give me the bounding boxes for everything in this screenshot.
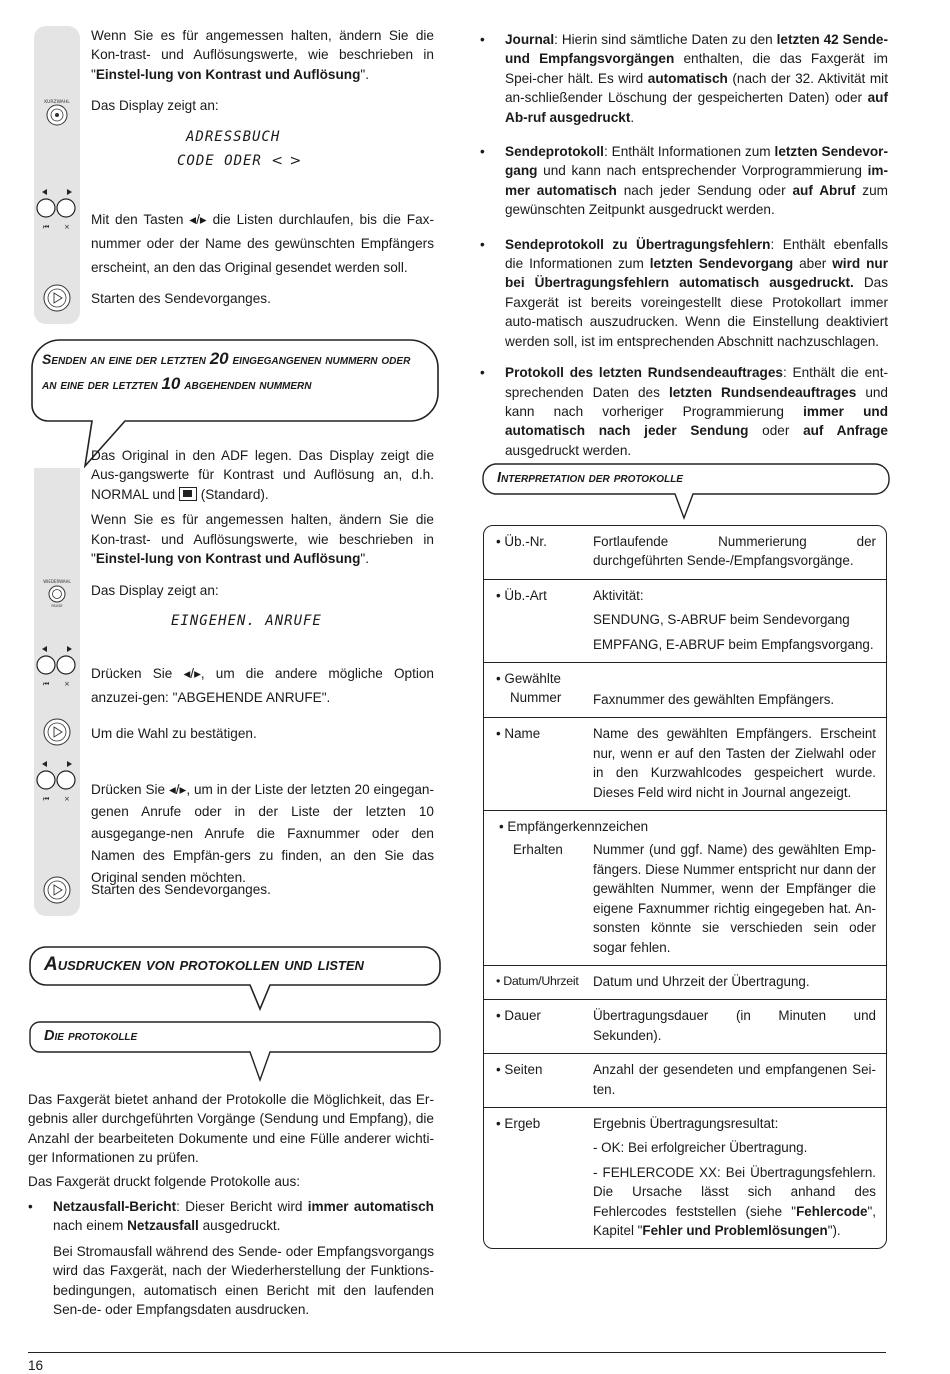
lcd-line-3: EINGEHEN. ANRUFE: [171, 612, 322, 629]
bullet-dot: •: [480, 365, 485, 381]
table-row: [484, 526, 886, 579]
table-row: [484, 1107, 886, 1248]
step-band-1: [34, 26, 80, 324]
b2-title: Sendeprotokoll: [505, 144, 604, 160]
table-row: [484, 579, 886, 662]
row-key-text: Seiten: [504, 1062, 543, 1078]
bullet-power-failure: [28, 1197, 434, 1319]
error-text-e: ").: [827, 1222, 841, 1238]
adf-paragraph: [91, 446, 434, 504]
bullet-power-t3: ausgedruckt.: [198, 1218, 281, 1234]
row-key-text: Datum/Uhrzeit: [503, 973, 579, 988]
b4-t3: oder: [748, 423, 804, 439]
b1-t1: : Hierin sind sämtliche Daten zu den: [554, 32, 777, 47]
interp-heading: Interpretation der protokolle: [497, 470, 683, 486]
step-adf: [91, 446, 434, 629]
row-body: [496, 840, 876, 956]
b1-b1: letzten 42 Sende- und Empfangsvorgängen: [505, 32, 888, 67]
callout-1-part-b: eingegangenen nummern oder an eine der letzten: [42, 351, 411, 392]
b3-b1: letzten Sendevorgang: [649, 256, 794, 272]
right-column: [480, 30, 888, 460]
row-key-text: Üb.-Art: [504, 587, 547, 603]
b3-t3: Das Faxgerät ist bereits voreingestellt diese Protokollart immer auto-matisch auszudrucken. Wenn die Einstellung deaktiviert werden soll, ist im entsprechenden Abschnitt nachzuschlagen.: [505, 275, 889, 349]
callout-1-part-a: Senden an eine der letzten: [42, 351, 210, 367]
row-key: • Empfängerkennzeichen: [499, 819, 649, 835]
fine-resolution-icon: [179, 487, 197, 501]
step-confirm-text: Um die Wahl zu bestätigen.: [91, 726, 257, 741]
b3-t2: aber: [793, 256, 833, 272]
table-row: [484, 662, 886, 717]
row-value: [593, 586, 876, 654]
step-scroll-text: Mit den Tasten ◂/▸ die Listen durchlaufen, bis die Fax-nummer oder der Name des gewünschten Empfängers erscheint, an den das Original gesendet werden soll.: [91, 212, 434, 275]
step-start-text-2: Starten des Sendevorganges.: [91, 882, 271, 897]
row-value: Anzahl der gesendeten und empfangenen Sei-ten.: [593, 1062, 876, 1097]
page-number: 16: [28, 1358, 44, 1373]
b1-t3: (nach der 32. Aktivität mit an-schließender Löschung der gespeicherten Daten) oder: [505, 70, 888, 106]
row-value-line: - OK: Bei erfolgreicher Übertragung.: [593, 1140, 808, 1156]
lcd-line-2-text: CODE ODER: [177, 152, 262, 169]
row-key: • Datum/Uhrzeit: [496, 973, 579, 988]
b4-t2: und kann nach vorheriger Programmierung: [505, 384, 888, 419]
b2-t4: zum gewünschten Zeitpunkt ausgedruckt werden.: [505, 182, 888, 218]
callout-1-num-2: 10: [161, 374, 181, 393]
display-label-1: Das Display zeigt an:: [91, 98, 219, 114]
b3-b2: wird nur bei Übertragungsfehlern automatisch ausgedruckt.: [505, 256, 889, 291]
svg-text:KURZWAHL: KURZWAHL: [44, 100, 70, 105]
b4-t1: : Enthält die ent-sprechenden Daten des: [505, 365, 889, 400]
b2-t3: nach jeder Sendung oder: [616, 182, 793, 198]
start-icon-3: [41, 874, 73, 906]
contrast-link: Einstel-lung von Kontrast und Auflösung: [95, 66, 361, 82]
row-key-text-2: Erhalten: [513, 842, 563, 858]
error-text-a: - FEHLERCODE XX: Bei Übertragungsfehlern. Die Ursache lässt sich anhand des Fehlercodes feststellen (siehe ": [593, 1164, 876, 1219]
row-value: Übertragungsdauer (in Minuten und Sekunden).: [593, 1008, 876, 1043]
b1-title: Journal: [505, 32, 555, 47]
row-value: Fortlaufende Nummerierung der durchgeführten Sende-/Empfangsvorgänge.: [593, 534, 876, 569]
bullet-dot: •: [480, 236, 485, 252]
lcd-line-1: ADRESSBUCH: [186, 128, 281, 145]
b2-t1: : Enthält Informationen zum: [603, 144, 775, 160]
step-band-2: [34, 468, 80, 916]
footer-rule: [28, 1352, 886, 1353]
bullet-power-title: Netzausfall-Bericht: [53, 1199, 177, 1215]
callout-heading-1: [42, 347, 422, 397]
bullet-broadcast-text: [505, 363, 888, 460]
step-contrast-1: [91, 26, 434, 169]
bullet-journal: [480, 30, 888, 127]
protocol-table: [483, 525, 887, 1249]
svg-text:PAUSE: PAUSE: [51, 604, 63, 608]
b1-b2: automatisch: [647, 70, 728, 86]
row-value: Nummer (und ggf. Name) des gewählten Emp-fängers. Diese Nummer entspricht nur dann der gewählten Nummer, wenn der Empfänger die eigene Faxnummer richtig eingegeben hat. An-sonsten könnte sie verschieden sein oder sogar fehlen.: [593, 842, 876, 955]
bullet-journal-text: [505, 30, 888, 127]
b4-b1: letzten Rundsendeauftrages: [668, 384, 857, 400]
row-key-text: Gewählte: [504, 671, 561, 687]
contrast-text-2: Wenn Sie es für angemessen halten, ändern Sie die Kon-trast- und Auflösungswerte, wie beschrieben in ": [91, 512, 434, 567]
row-value: Datum und Uhrzeit der Übertragung.: [593, 973, 810, 989]
table-row: [484, 810, 886, 965]
adf-text-end: (Standard).: [200, 486, 269, 502]
b1-t4: .: [630, 109, 635, 125]
intro-list-lead: Das Faxgerät druckt folgende Protokolle aus:: [28, 1173, 301, 1189]
arrow-keys-icon-3: [36, 760, 78, 804]
svg-text:⏮: ⏮: [43, 795, 50, 803]
adf-text: Das Original in den ADF legen. Das Display zeigt die Aus-gangswerte für Kontrast und Auflösung an, d.h. NORMAL und: [91, 448, 434, 502]
row-key-text: Üb.-Nr.: [504, 534, 547, 549]
speed-dial-icon: [41, 96, 73, 128]
bullet-send-report: [480, 142, 888, 220]
row-key: • Üb.-Art: [496, 587, 547, 603]
bullet-power-text: [53, 1197, 434, 1236]
svg-text:×: ×: [64, 795, 70, 803]
error-text-b: Fehlercode: [796, 1203, 868, 1219]
row-key: • Name: [496, 726, 541, 742]
svg-text:×: ×: [64, 680, 70, 688]
row-key-text: Empfängerkennzeichen: [507, 819, 649, 835]
row-key: • Ergeb: [496, 1115, 541, 1131]
row-value: [593, 1114, 876, 1240]
row-value-line: [593, 1163, 876, 1241]
row-value: Faxnummer des gewählten Empfängers.: [593, 692, 835, 708]
arrow-keys-icon-2: [36, 645, 78, 689]
table-row: [484, 965, 886, 999]
row-value-line: EMPFANG, E-ABRUF beim Empfangsvorgang.: [593, 636, 874, 652]
bullet-dot: •: [480, 32, 485, 47]
row-key-text-2: Nummer: [510, 690, 562, 706]
bullet-power-t1: : Dieser Bericht wird: [176, 1199, 308, 1215]
start-icon: [41, 282, 73, 314]
b4-t4: ausgedruckt werden.: [505, 442, 632, 458]
contrast-link-2: Einstel-lung von Kontrast und Auflösung: [95, 551, 361, 567]
bullet-power-t2: nach einem: [53, 1218, 128, 1234]
b2-b2: im-mer automatisch: [505, 163, 888, 198]
contrast-end-2: ".: [360, 551, 369, 567]
b1-t2: enthalten, die das Faxgerät im Spei-cher hält. Es wird: [505, 51, 888, 86]
b2-b1: letzten Sendevor-gang: [505, 144, 888, 179]
lcd-line-2: [91, 153, 434, 169]
b1-b3: auf Ab-ruf ausgedruckt: [505, 90, 888, 125]
svg-text:×: ×: [64, 223, 70, 231]
bullet-error-text: [505, 235, 888, 351]
b3-title: Sendeprotokoll zu Übertragungsfehlern: [505, 236, 771, 252]
row-value: Name des gewählten Empfängers. Erscheint nur, wenn er auf den Tasten der Zielwahl oder in den Kurzwahlcodes gespeichert wurde. Dieses Feld wird nicht in Journal angezeigt.: [593, 726, 876, 800]
error-text-c: ", Kapitel ": [593, 1203, 876, 1238]
step-find-text: Drücken Sie ◂/▸, um in der Liste der letzten 20 eingegan-genen Anrufe oder in der Liste der letzten 10 ausgegange-nen Anrufe die Faxnummer oder den Namen des Empfän-gers zu finden, an den Sie das Original senden möchten.: [91, 782, 434, 885]
bullet-send-text: [505, 142, 888, 220]
display-label-2: Das Display zeigt an:: [91, 583, 219, 599]
table-row: [484, 999, 886, 1053]
svg-text:⏮: ⏮: [43, 223, 50, 231]
svg-text:WIEDERWAHL: WIEDERWAHL: [43, 579, 71, 584]
b2-b3: auf Abruf: [792, 182, 856, 198]
bullet-power-p2: Bei Stromausfall während des Sende- oder Empfangsvorgangs wird das Faxgerät, nach der Wiederherstellung der Funktions-bedingungen, automatisch einen Bericht mit den laufenden Sen-de- oder Empfangsdaten ausdrucken.: [53, 1243, 434, 1318]
row-key-text: Name: [504, 726, 541, 742]
row-key-text: Dauer: [504, 1008, 541, 1024]
bullet-error-report: [480, 235, 888, 351]
row-key-text: Ergeb: [504, 1115, 541, 1131]
callout-1-num-1: 20: [209, 349, 229, 368]
arrow-keys-icon: [36, 188, 78, 232]
b3-t1: : Enthält ebenfalls die Informationen zum: [505, 236, 888, 272]
sub-heading: Die protokolle: [44, 1028, 138, 1044]
b4-title: Protokoll des letzten Rundsendeauftrages: [505, 365, 783, 381]
table-row: [484, 1053, 886, 1107]
bullet-power-b2: Netzausfall: [127, 1218, 199, 1234]
bullet-power-b1: immer automatisch: [307, 1199, 434, 1215]
bullet-dot: •: [480, 144, 485, 160]
table-row: [484, 717, 886, 810]
intro-paragraph: Das Faxgerät bietet anhand der Protokolle die Möglichkeit, das Er-gebnis aller durchgeführten Vorgänge (Sendung und Empfang), die Anzahl der bearbeiteten Dokumente und eine Fülle anderer wichti-ger Informationen zu prüfen.: [28, 1092, 434, 1166]
b4-b3: auf Anfrage: [803, 423, 888, 439]
callout-1-part-c: abgehenden nummern: [180, 376, 312, 392]
row-key: • Gewählte Nummer: [496, 671, 562, 706]
row-key: • Dauer: [496, 1008, 541, 1024]
start-icon-2: [41, 716, 73, 748]
b2-t2: und kann nach entsprechender Vorprogrammierung: [537, 163, 868, 179]
row-key: • Seiten: [496, 1062, 543, 1078]
row-value-line: Aktivität:: [593, 587, 644, 603]
row-value-line: SENDUNG, S-ABRUF beim Sendevorgang: [593, 612, 850, 628]
lcd-arrows: < >: [271, 152, 303, 169]
svg-text:⏮: ⏮: [43, 680, 50, 688]
bullet-dot: •: [28, 1199, 33, 1215]
step-option-text: Drücken Sie ◂/▸, um die andere mögliche Option anzuzei-gen: "ABGEHENDE ANRUFE".: [91, 666, 434, 705]
contrast-paragraph-2: [91, 510, 434, 568]
error-text-d: Fehler und Problemlösungen: [642, 1222, 828, 1238]
intro-section: [28, 1090, 434, 1319]
redial-icon: [41, 577, 73, 609]
main-heading: Ausdrucken von protokollen und listen: [44, 954, 364, 975]
row-key: • Üb.-Nr.: [496, 534, 547, 549]
step-start-text-1: Starten des Sendevorganges.: [91, 291, 271, 306]
b4-b2: immer und automatisch nach jeder Sendung: [505, 403, 888, 439]
contrast-end: ".: [360, 66, 369, 82]
contrast-text: Wenn Sie es für angemessen halten, ändern Sie die Kon-trast- und Auflösungswerte, wie beschrieben in ": [91, 28, 434, 82]
bullet-broadcast-report: [480, 363, 888, 460]
row-value-line: Ergebnis Übertragungsresultat:: [593, 1115, 779, 1131]
